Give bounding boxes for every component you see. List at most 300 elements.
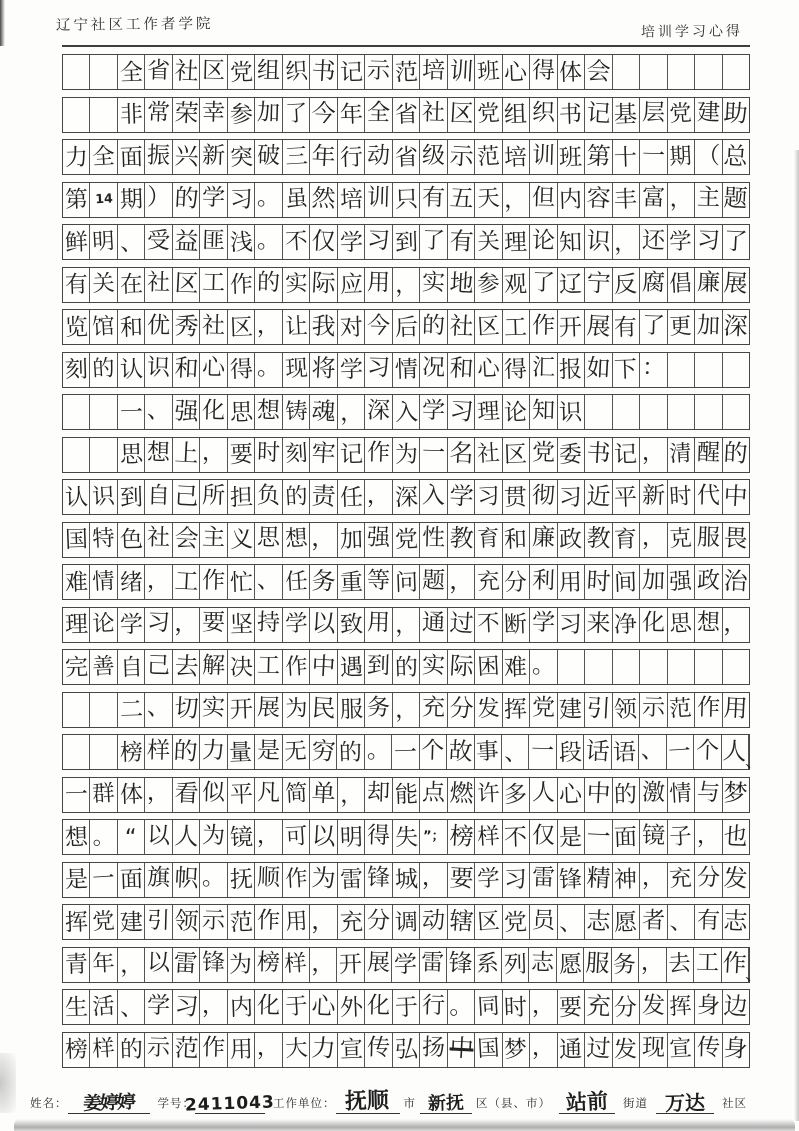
grid-cell: 者 — [640, 905, 667, 939]
grid-cell: 发 — [613, 1033, 640, 1067]
grid-cell: 示 — [448, 140, 475, 174]
grid-cell — [63, 693, 90, 727]
grid-cell: 然 — [310, 183, 337, 217]
grid-cell: 列 — [502, 948, 529, 982]
grid-cell: 、 — [118, 990, 145, 1024]
grid-cell: ， — [145, 565, 172, 599]
work-unit-label: 工作单位： — [273, 1096, 336, 1110]
grid-cell: 知 — [530, 395, 557, 429]
grid-cell: 扬 — [420, 1033, 447, 1067]
grid-cell: 充 — [475, 565, 502, 599]
manuscript-row — [62, 97, 750, 133]
grid-cell: 能 — [393, 778, 420, 812]
grid-cell: 抚 — [228, 863, 255, 897]
grid-cell — [90, 98, 117, 132]
manuscript-row — [62, 182, 750, 218]
grid-cell: （ — [695, 140, 722, 174]
grid-cell: 学 — [200, 183, 227, 217]
grid-cell: ， — [530, 1033, 557, 1067]
scan-right-shadow — [794, 150, 799, 1121]
grid-cell: 示 — [145, 1033, 172, 1067]
grid-cell: 心 — [503, 55, 530, 89]
grid-cell: 展 — [365, 948, 392, 982]
grid-cell: 国 — [475, 1033, 502, 1067]
grid-cell: 的 — [255, 268, 282, 302]
grid-cell: 只 — [393, 183, 420, 217]
grid-cell: 样 — [475, 820, 502, 854]
grid-cell: 与 — [695, 778, 722, 812]
grid-cell: 情 — [90, 565, 117, 599]
grid-cell: 作 — [695, 693, 722, 727]
grid-cell — [585, 395, 612, 429]
grid-cell: 负 — [255, 480, 282, 514]
grid-cell: 仅 — [310, 225, 337, 259]
grid-cell: 作 — [200, 1033, 227, 1067]
grid-cell: 中 — [310, 650, 337, 684]
grid-cell: 一 — [63, 778, 90, 812]
grid-cell: 宣 — [338, 1033, 365, 1067]
grid-cell: 样 — [145, 735, 172, 769]
grid-cell — [695, 55, 722, 89]
grid-cell: 组 — [255, 55, 282, 89]
grid-cell: 破 — [255, 140, 282, 174]
community-suffix-label: 社区 — [722, 1096, 747, 1110]
grid-cell: 服 — [584, 948, 611, 982]
manuscript-row — [62, 479, 750, 515]
grid-cell: 要 — [228, 438, 255, 472]
grid-cell: 于 — [393, 990, 420, 1024]
grid-cell: 利 — [530, 565, 557, 599]
grid-cell: 等 — [365, 565, 392, 599]
grid-cell: 多 — [503, 778, 530, 812]
grid-cell: 会 — [585, 55, 612, 89]
grid-cell: 力 — [310, 1033, 337, 1067]
grid-cell: 无 — [283, 735, 310, 769]
grid-cell: 时 — [255, 438, 282, 472]
grid-cell: 榜 — [255, 948, 282, 982]
grid-cell: 。 — [530, 650, 557, 684]
grid-cell: 益 — [173, 225, 200, 259]
grid-cell: 是 — [255, 735, 282, 769]
grid-cell: 年 — [310, 140, 337, 174]
grid-cell: 示 — [365, 55, 392, 89]
manuscript-row — [62, 692, 750, 728]
grid-cell — [63, 438, 90, 472]
grid-cell — [640, 650, 667, 684]
grid-cell: 入 — [393, 395, 420, 429]
grid-cell: 开 — [228, 693, 255, 727]
grid-cell: 的 — [173, 735, 200, 769]
grid-cell: 育 — [613, 523, 640, 557]
grid-cell: 区 — [173, 268, 200, 302]
grid-cell: 想 — [145, 438, 172, 472]
grid-cell: 为 — [393, 438, 420, 472]
grid-cell: 年 — [90, 948, 117, 982]
grid-cell: 善 — [90, 650, 117, 684]
grid-cell: 雷 — [173, 948, 200, 982]
grid-cell: 习 — [475, 480, 502, 514]
grid-cell: 内 — [558, 183, 585, 217]
grid-cell: 论 — [503, 395, 530, 429]
grid-cell: 班 — [475, 55, 502, 89]
grid-cell: 学 — [448, 480, 475, 514]
grid-cell: 情 — [668, 778, 695, 812]
grid-cell: 第 — [585, 140, 612, 174]
grid-cell: 彻 — [530, 480, 557, 514]
grid-cell: 反 — [613, 268, 640, 302]
grid-cell — [695, 353, 722, 387]
grid-cell: 让 — [283, 310, 310, 344]
grid-cell: 习 — [558, 608, 585, 642]
grid-cell: 近 — [585, 480, 612, 514]
grid-cell: 样 — [283, 948, 310, 982]
grid-cell: 思 — [118, 438, 145, 472]
grid-cell: 现 — [640, 1033, 667, 1067]
grid-cell: ， — [695, 820, 722, 854]
grid-cell: 去 — [173, 650, 200, 684]
grid-cell: 宁 — [585, 268, 612, 302]
grid-cell: 助 — [723, 99, 749, 129]
grid-cell — [90, 55, 117, 89]
grid-cell: 一 — [392, 735, 419, 769]
grid-cell: 社 — [173, 55, 200, 89]
grid-cell: 党 — [475, 98, 502, 132]
student-id-label: 学号： — [157, 1096, 195, 1110]
grid-cell: ， — [723, 609, 749, 639]
grid-cell: 要 — [448, 863, 475, 897]
grid-cell: 化 — [365, 990, 392, 1024]
grid-cell: 得 — [503, 353, 530, 387]
grid-cell: 加 — [255, 98, 282, 132]
grid-cell: 腐 — [640, 268, 667, 302]
grid-cell: 范 — [173, 1033, 200, 1067]
grid-cell: 为 — [283, 693, 310, 727]
grid-cell: 如 — [585, 353, 612, 387]
grid-cell: ， — [393, 608, 420, 642]
grid-cell: 绪 — [118, 565, 145, 599]
grid-cell: 国 — [63, 523, 90, 557]
grid-cell: 有 — [63, 268, 90, 302]
grid-cell: 廉 — [695, 268, 722, 302]
grid-cell: 一 — [90, 863, 117, 897]
grid-cell: 体 — [118, 778, 145, 812]
grid-cell: 、 — [668, 905, 695, 939]
grid-cell: 非 — [118, 98, 145, 132]
grid-cell: 调 — [393, 905, 420, 939]
grid-cell: ， — [503, 183, 530, 217]
grid-cell: 治 — [723, 567, 749, 596]
grid-cell: 省 — [393, 140, 420, 174]
grid-cell: 燃 — [448, 778, 475, 812]
grid-cell: 思 — [668, 608, 695, 642]
grid-cell: 学 — [338, 225, 365, 259]
grid-cell: 社 — [420, 98, 447, 132]
grid-cell — [558, 650, 585, 684]
grid-cell: 鲜 — [63, 225, 90, 259]
grid-cell: 况 — [420, 353, 447, 387]
grid-cell: 是 — [558, 820, 585, 854]
grid-cell: 党 — [530, 438, 557, 472]
grid-cell: 。 — [255, 225, 282, 259]
grid-cell: 、 — [639, 735, 666, 769]
grid-cell: 政 — [695, 565, 722, 599]
grid-cell: 习 — [145, 608, 172, 642]
grid-cell: 己 — [173, 480, 200, 514]
grid-cell — [63, 735, 90, 769]
grid-cell: 培 — [420, 55, 447, 89]
grid-cell: 榜 — [63, 1033, 90, 1067]
grid-cell: 中 — [723, 482, 749, 511]
grid-cell: 作 — [365, 438, 392, 472]
grid-cell: 重 — [338, 565, 365, 599]
grid-cell: 作 — [530, 310, 557, 344]
grid-cell — [695, 395, 722, 429]
grid-cell: 学 — [530, 608, 557, 642]
grid-cell: 党 — [393, 523, 420, 557]
grid-cell: 。 — [365, 735, 392, 769]
grid-cell: 实 — [420, 268, 447, 302]
grid-cell: 畏 — [723, 524, 749, 554]
grid-cell: 范 — [228, 905, 255, 939]
grid-cell: ， — [200, 438, 227, 472]
grid-cell: 了 — [723, 227, 749, 256]
grid-cell: 学 — [475, 863, 502, 897]
grid-cell: 特 — [90, 523, 117, 557]
grid-cell: 去 — [667, 948, 694, 982]
district-field — [420, 1092, 472, 1115]
grid-cell: 梦 — [723, 779, 749, 809]
grid-cell: 级 — [420, 140, 447, 174]
grid-cell: 习 — [503, 863, 530, 897]
grid-cell: 观 — [503, 268, 530, 302]
grid-cell — [90, 693, 117, 727]
grid-cell — [723, 55, 749, 89]
district-suffix-label: 区（县、市） — [476, 1096, 551, 1110]
grid-cell: 层 — [640, 98, 667, 132]
grid-cell: 有 — [613, 310, 640, 344]
grid-cell: 愿 — [557, 948, 584, 982]
grid-cell: 明 — [338, 820, 365, 854]
grid-cell: 贯 — [503, 480, 530, 514]
grid-cell: 了 — [283, 98, 310, 132]
grid-cell — [668, 353, 695, 387]
grid-cell: 发 — [723, 864, 749, 894]
grid-cell: 镜 — [640, 820, 667, 854]
grid-cell: 时 — [503, 990, 530, 1024]
grid-cell: 开 — [337, 948, 364, 982]
grid-cell: 化 — [200, 395, 227, 429]
grid-cell — [723, 353, 749, 387]
grid-cell: 凡 — [255, 778, 282, 812]
grid-cell: 知 — [558, 225, 585, 259]
manuscript-row — [62, 309, 750, 345]
manuscript-row — [62, 522, 750, 558]
grid-cell — [668, 395, 695, 429]
grid-cell: 雷 — [338, 863, 365, 897]
manuscript-row — [62, 352, 750, 388]
grid-cell: 锋 — [447, 948, 474, 982]
grid-cell: 识 — [585, 225, 612, 259]
grid-cell — [90, 395, 117, 429]
grid-cell: 主 — [200, 523, 227, 557]
grid-cell: ， — [668, 183, 695, 217]
grid-cell: 子 — [668, 820, 695, 854]
scan-corner-artifact — [0, 0, 5, 46]
grid-cell: 务 — [310, 565, 337, 599]
grid-cell: 穷 — [310, 735, 337, 769]
grid-cell: 失 — [393, 820, 420, 854]
grid-cell: 克 — [668, 523, 695, 557]
grid-cell: 教 — [585, 523, 612, 557]
grid-cell: 锋 — [200, 948, 227, 982]
grid-cell: 发 — [640, 990, 667, 1024]
grid-cell: 以 — [310, 820, 337, 854]
grid-cell: 常 — [145, 98, 172, 132]
grid-cell: 育 — [475, 523, 502, 557]
grid-cell: 人 — [530, 778, 557, 812]
grid-cell: 丰 — [613, 183, 640, 217]
grid-cell: 弘 — [393, 1033, 420, 1067]
grid-cell: 似 — [200, 778, 227, 812]
grid-cell: 一 — [118, 395, 145, 429]
street-suffix-label: 街道 — [623, 1096, 648, 1110]
grid-cell: 以 — [145, 948, 172, 982]
grid-cell: 总 — [723, 142, 749, 171]
grid-cell: 是 — [63, 863, 90, 897]
grid-cell: 化 — [255, 990, 282, 1024]
grid-cell: ， — [338, 778, 365, 812]
grid-cell: 期 — [668, 140, 695, 174]
grid-cell: 过 — [448, 608, 475, 642]
grid-cell: 了 — [420, 225, 447, 259]
grid-cell: ， — [393, 268, 420, 302]
grid-cell: 的 — [420, 310, 447, 344]
grid-cell: 后 — [393, 310, 420, 344]
grid-cell — [668, 55, 695, 89]
grid-cell: 会 — [173, 523, 200, 557]
grid-cell: 得 — [530, 55, 557, 89]
manuscript-row — [62, 777, 750, 813]
grid-cell: 论 — [530, 225, 557, 259]
grid-cell: 心 — [310, 990, 337, 1024]
grid-cell: 看 — [173, 778, 200, 812]
grid-cell: 完 — [63, 650, 90, 684]
grid-cell: 平 — [613, 480, 640, 514]
grid-cell: 用 — [365, 268, 392, 302]
grid-cell: 传 — [695, 1033, 722, 1067]
grid-cell: 。 — [448, 990, 475, 1024]
grid-cell: 用 — [283, 905, 310, 939]
grid-cell: 化 — [640, 608, 667, 642]
grid-cell: 记 — [338, 438, 365, 472]
grid-cell: 基 — [613, 98, 640, 132]
grid-cell: 段 — [557, 735, 584, 769]
grid-cell: 困 — [475, 650, 502, 684]
grid-cell: 简 — [283, 778, 310, 812]
manuscript-row — [62, 947, 763, 985]
grid-cell: 习 — [695, 225, 722, 259]
grid-cell: 要 — [558, 990, 585, 1024]
manuscript-row — [62, 607, 750, 643]
grid-cell: 分 — [503, 565, 530, 599]
grid-cell: 行 — [420, 990, 447, 1024]
grid-cell: 一 — [529, 735, 556, 769]
grid-cell: 识 — [90, 480, 117, 514]
grid-cell: 。 — [255, 183, 282, 217]
grid-cell: 思 — [255, 523, 282, 557]
grid-cell: 训 — [365, 183, 392, 217]
grid-cell: 清 — [668, 438, 695, 472]
grid-cell: 期 — [118, 183, 145, 217]
grid-cell: 浅 — [228, 225, 255, 259]
city-field — [336, 1088, 400, 1115]
grid-cell: 、 — [118, 225, 145, 259]
grid-cell: 大 — [283, 1033, 310, 1067]
grid-cell: 深 — [393, 480, 420, 514]
grid-cell: 织 — [283, 55, 310, 89]
grid-cell: 醒 — [695, 438, 722, 472]
grid-cell: 、 — [145, 693, 172, 727]
grid-cell: 作 — [200, 565, 227, 599]
grid-cell: 思 — [228, 395, 255, 429]
grid-cell: 心 — [200, 353, 227, 387]
manuscript-row — [62, 734, 763, 772]
grid-cell: 作 — [722, 948, 749, 982]
grid-cell: 也 — [723, 822, 749, 851]
grid-cell: 有 — [420, 183, 447, 217]
grid-cell: 区 — [475, 905, 502, 939]
manuscript-row — [62, 819, 750, 855]
grid-cell — [723, 650, 749, 684]
footer-info-line — [30, 1084, 781, 1114]
street-handwritten-value: 站前 — [565, 1088, 609, 1116]
grid-cell: 力 — [200, 735, 227, 769]
grid-cell: 示 — [200, 905, 227, 939]
grid-cell: 报 — [558, 353, 585, 387]
grid-cell: 理 — [63, 608, 90, 642]
grid-cell: 全 — [365, 98, 392, 132]
grid-cell: 有 — [448, 225, 475, 259]
grid-cell: 志 — [723, 907, 749, 936]
name-label: 姓名： — [30, 1096, 68, 1110]
grid-cell: 体 — [558, 55, 585, 89]
grid-cell: 的 — [283, 480, 310, 514]
grid-cell: ， — [255, 310, 282, 344]
grid-cell: 切 — [173, 693, 200, 727]
grid-cell: 社 — [448, 310, 475, 344]
grid-cell: ， — [200, 990, 227, 1024]
grid-cell: 加 — [338, 523, 365, 557]
grid-cell: 用 — [365, 608, 392, 642]
grid-cell: 刻 — [63, 353, 90, 387]
grid-cell: 习 — [228, 183, 255, 217]
grid-cell: 记 — [585, 98, 612, 132]
city-handwritten-value: 抚顺 — [345, 1088, 390, 1115]
grid-cell: 一 — [667, 735, 694, 769]
grid-cell: 书 — [310, 55, 337, 89]
overflow-punctuation: 、 — [745, 751, 763, 772]
grid-cell — [63, 395, 90, 429]
grid-cell: 、 — [255, 565, 282, 599]
name-handwritten-value: 姜婷婷 — [82, 1091, 135, 1115]
grid-cell: 党 — [668, 98, 695, 132]
grid-cell: 班 — [558, 140, 585, 174]
grid-cell: 明 — [90, 225, 117, 259]
manuscript-row — [62, 1032, 750, 1068]
grid-cell: 充 — [585, 990, 612, 1024]
grid-cell: 和 — [503, 523, 530, 557]
grid-cell: ， — [639, 948, 666, 982]
